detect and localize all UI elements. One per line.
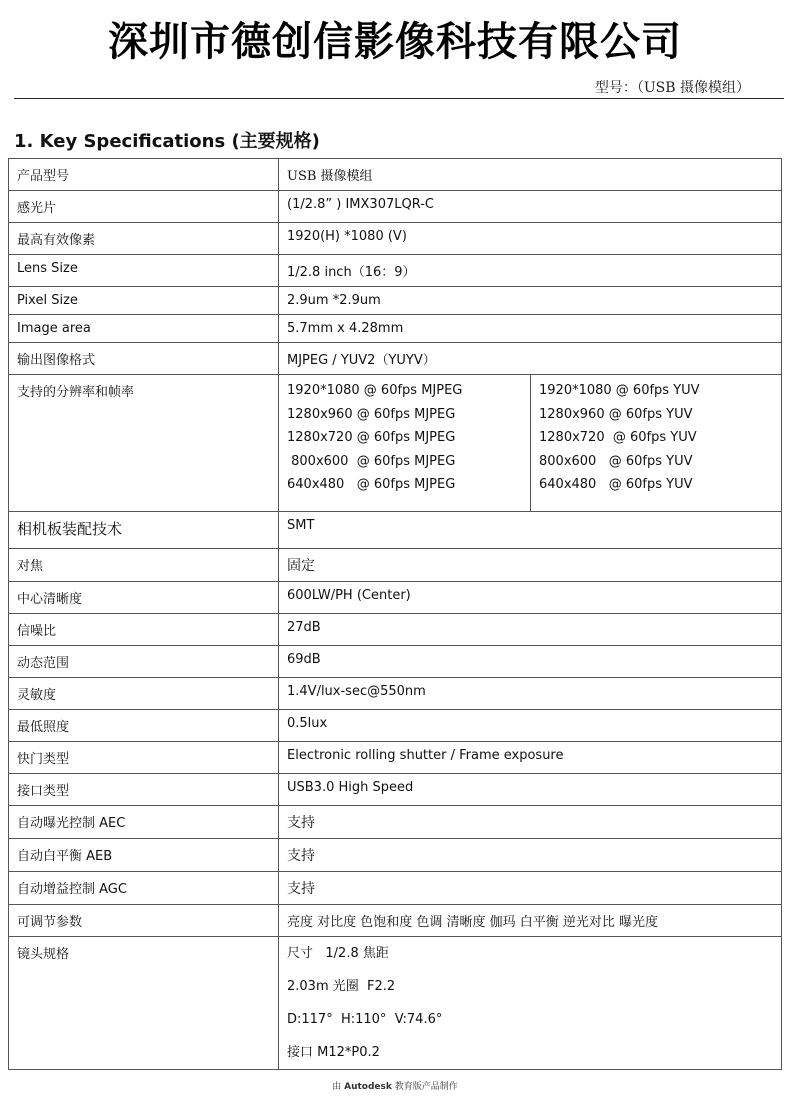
spec-label: Lens Size [9,255,279,287]
spec-label: 中心清晰度 [9,582,279,614]
footer-brand: Autodesk [344,1082,392,1092]
spec-label: 感光片 [9,191,279,223]
spec-row-resolution-fps [9,375,782,512]
fps-line: 800x600 @ 60fps MJPEG [287,453,456,469]
spec-value: USB3.0 High Speed [279,774,782,806]
spec-row-lens-size [9,255,782,287]
lens-line: D:117° H:110° V:74.6° [287,1012,443,1027]
spec-row-lens [9,937,782,1070]
fps-line: 1280x960 @ 60fps MJPEG [287,406,456,422]
spec-value: (1/2.8” ) IMX307LQR-C [279,191,782,223]
spec-row-sharpness [9,582,782,614]
spec-row-shutter [9,742,782,774]
spec-label: 输出图像格式 [9,343,279,375]
fps-line: 1920*1080 @ 60fps MJPEG [287,383,463,398]
spec-row-sensor [9,191,782,223]
spec-value: 亮度 对比度 色饱和度 色调 清晰度 伽玛 白平衡 逆光对比 曝光度 [279,905,782,937]
spec-label: 最高有效像素 [9,223,279,255]
spec-value: 1920(H) *1080 (V) [279,223,782,255]
spec-value: 27dB [279,614,782,646]
spec-label: Pixel Size [9,287,279,315]
spec-table [8,158,782,1070]
spec-row-pixels [9,223,782,255]
footer-suffix: 教育版产品制作 [394,1082,458,1092]
spec-row-agc [9,872,782,905]
spec-value: 600LW/PH (Center) [279,582,782,614]
fps-line: 640x480 @ 60fps YUV [539,477,693,492]
spec-label: 动态范围 [9,646,279,678]
spec-row-dynamic-range [9,646,782,678]
lens-line: 尺寸 1/2.8 焦距 [287,946,389,961]
fps-line: 800x600 @ 60fps YUV [539,453,693,469]
company-name: 深圳市德创信影像科技有限公司 [108,19,682,65]
spec-row-output-format [9,343,782,375]
spec-label: 镜头规格 [9,937,279,1070]
fps-columns [279,375,781,511]
spec-row-sensitivity [9,678,782,710]
spec-row-focus [9,549,782,582]
fps-cell [279,375,782,512]
spec-label: 信噪比 [9,614,279,646]
spec-row-adjustable [9,905,782,937]
spec-label: 灵敏度 [9,678,279,710]
spec-value: USB 摄像模组 [279,159,782,191]
spec-row-image-area [9,315,782,343]
spec-label: 自动曝光控制 AEC [9,806,279,839]
spec-label: 自动白平衡 AEB [9,839,279,872]
spec-value: 0.5lux [279,710,782,742]
spec-label: Image area [9,315,279,343]
spec-row-assembly [9,512,782,549]
header-rule [14,98,784,99]
spec-label: 快门类型 [9,742,279,774]
fps-line: 1280x720 @ 60fps YUV [539,430,697,445]
model-label: 型号： [594,80,637,96]
model-line [595,77,750,97]
fps-line: 1280x720 @ 60fps MJPEG [287,430,456,445]
spec-label: 可调节参数 [9,905,279,937]
spec-value: 支持 [279,872,782,905]
footer-prefix: 由 [332,1082,342,1092]
lens-line: 2.03m 光圈 F2.2 [287,979,396,994]
spec-value: SMT [279,512,782,549]
spec-value: 1.4V/lux-sec@550nm [279,678,782,710]
spec-row-pixel-size [9,287,782,315]
lens-line: 接口 M12*P0.2 [287,1045,380,1060]
fps-line: 640x480 @ 60fps MJPEG [287,477,456,492]
spec-row-model [9,159,782,191]
spec-value: 2.9um *2.9um [279,287,782,315]
spec-label: 产品型号 [9,159,279,191]
spec-value: 固定 [279,549,782,582]
spec-row-min-illumination [9,710,782,742]
spec-label: 接口类型 [9,774,279,806]
spec-row-interface [9,774,782,806]
footer [0,1079,790,1092]
spec-label: 支持的分辨率和帧率 [9,375,279,512]
spec-label: 自动增益控制 AGC [9,872,279,905]
spec-row-aeb [9,839,782,872]
fps-line: 1280x960 @ 60fps YUV [539,406,693,422]
spec-value: MJPEG / YUV2（YUYV） [279,343,782,375]
spec-value: 支持 [279,839,782,872]
spec-label: 最低照度 [9,710,279,742]
spec-row-aec [9,806,782,839]
spec-row-snr [9,614,782,646]
model-value: （USB 摄像模组） [636,80,750,96]
fps-col-mjpeg [279,375,530,511]
spec-value: 5.7mm x 4.28mm [279,315,782,343]
fps-line: 1920*1080 @ 60fps YUV [539,383,700,398]
fps-col-yuv [530,375,781,511]
lens-cell [279,937,782,1070]
spec-value: 69dB [279,646,782,678]
section-title: 1. Key Specifications (主要规格) [14,131,320,152]
spec-value: Electronic rolling shutter / Frame exposure [279,742,782,774]
spec-value: 支持 [279,806,782,839]
spec-value: 1/2.8 inch（16：9） [279,255,782,287]
spec-label: 对焦 [9,549,279,582]
spec-label: 相机板装配技术 [9,512,279,549]
